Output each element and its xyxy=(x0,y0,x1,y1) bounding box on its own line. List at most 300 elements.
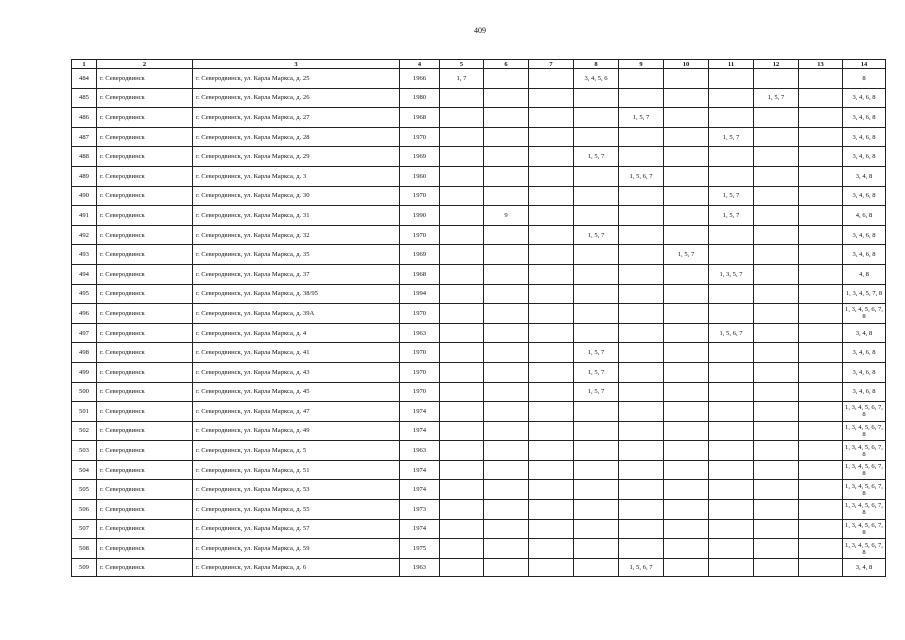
table-cell: 3, 4, 6, 8 xyxy=(843,362,886,382)
table-cell: г. Северодвинск, ул. Карла Маркса, д. 57 xyxy=(193,519,400,539)
table-cell: г. Северодвинск xyxy=(97,519,193,539)
table-cell xyxy=(529,558,574,576)
table-cell xyxy=(799,69,843,89)
column-header: 13 xyxy=(799,60,843,69)
table-cell xyxy=(529,441,574,461)
table-cell xyxy=(440,558,484,576)
table-cell: 3, 4, 6, 8 xyxy=(843,343,886,363)
table-cell xyxy=(619,264,664,284)
table-row xyxy=(72,402,886,422)
table-cell: 1, 5, 7 xyxy=(574,343,619,363)
table-row xyxy=(72,460,886,480)
table-cell: г. Северодвинск xyxy=(97,382,193,402)
table-row xyxy=(72,206,886,226)
table-cell: 1970 xyxy=(400,127,440,147)
table-cell xyxy=(799,558,843,576)
table-cell: г. Северодвинск, ул. Карла Маркса, д. 51 xyxy=(193,460,400,480)
table-cell: 1, 3, 4, 5, 6, 7, 8 xyxy=(843,519,886,539)
table-cell xyxy=(664,558,709,576)
table-cell xyxy=(754,500,799,520)
table-cell: 8 xyxy=(843,69,886,89)
table-cell: 509 xyxy=(72,558,97,576)
table-row xyxy=(72,519,886,539)
table-cell xyxy=(574,480,619,500)
table-cell: г. Северодвинск xyxy=(97,206,193,226)
table-cell xyxy=(664,264,709,284)
table-cell: 491 xyxy=(72,206,97,226)
table-cell xyxy=(664,519,709,539)
table-cell xyxy=(574,460,619,480)
table-cell xyxy=(529,304,574,324)
table-row xyxy=(72,441,886,461)
table-cell xyxy=(709,362,754,382)
table-cell: 1969 xyxy=(400,147,440,167)
table-cell xyxy=(709,519,754,539)
table-cell xyxy=(440,460,484,480)
table-cell xyxy=(440,304,484,324)
table-cell xyxy=(619,480,664,500)
table-cell xyxy=(664,402,709,422)
table-cell: 1, 5, 7 xyxy=(709,206,754,226)
table-cell: г. Северодвинск xyxy=(97,343,193,363)
table-cell: 500 xyxy=(72,382,97,402)
table-cell xyxy=(484,382,529,402)
table-cell xyxy=(484,69,529,89)
table-row xyxy=(72,539,886,559)
table-cell: 485 xyxy=(72,88,97,108)
table-cell: г. Северодвинск, ул. Карла Маркса, д. 27 xyxy=(193,108,400,128)
table-cell: 1, 3, 4, 5, 7, 8 xyxy=(843,284,886,304)
table-cell xyxy=(709,108,754,128)
table-cell xyxy=(664,69,709,89)
table-cell xyxy=(574,558,619,576)
table-cell xyxy=(529,539,574,559)
table-cell xyxy=(664,421,709,441)
table-cell: 1, 5, 7 xyxy=(619,108,664,128)
table-cell: г. Северодвинск xyxy=(97,460,193,480)
table-cell: г. Северодвинск, ул. Карла Маркса, д. 59 xyxy=(193,539,400,559)
table-cell: г. Северодвинск, ул. Карла Маркса, д. 39А xyxy=(193,304,400,324)
table-cell: 1970 xyxy=(400,343,440,363)
table-cell xyxy=(754,108,799,128)
table-cell xyxy=(799,225,843,245)
table-cell: 506 xyxy=(72,500,97,520)
table-cell xyxy=(440,519,484,539)
table-cell: г. Северодвинск xyxy=(97,127,193,147)
table-cell: 1, 5, 7 xyxy=(574,382,619,402)
table-cell: г. Северодвинск xyxy=(97,166,193,186)
table-cell xyxy=(529,460,574,480)
table-cell xyxy=(574,166,619,186)
table-cell xyxy=(619,539,664,559)
table-cell xyxy=(619,441,664,461)
table-cell: 502 xyxy=(72,421,97,441)
table-cell: г. Северодвинск xyxy=(97,421,193,441)
table-cell xyxy=(484,166,529,186)
table-cell xyxy=(709,69,754,89)
table-cell: г. Северодвинск, ул. Карла Маркса, д. 55 xyxy=(193,500,400,520)
table-cell xyxy=(709,147,754,167)
table-cell: 1974 xyxy=(400,519,440,539)
table-cell xyxy=(664,362,709,382)
table-cell xyxy=(484,108,529,128)
table-cell: 1, 3, 4, 5, 6, 7, 8 xyxy=(843,500,886,520)
table-cell xyxy=(529,323,574,343)
table-cell xyxy=(799,402,843,422)
table-cell xyxy=(709,343,754,363)
table-cell: 1980 xyxy=(400,88,440,108)
table-cell xyxy=(440,480,484,500)
table-cell xyxy=(799,88,843,108)
table-cell xyxy=(754,539,799,559)
table-cell: 3, 4, 6, 8 xyxy=(843,88,886,108)
table-cell xyxy=(574,88,619,108)
column-header: 12 xyxy=(754,60,799,69)
table-cell: г. Северодвинск xyxy=(97,108,193,128)
table-cell xyxy=(619,69,664,89)
table-cell: г. Северодвинск xyxy=(97,362,193,382)
table-cell xyxy=(664,500,709,520)
table-cell xyxy=(574,186,619,206)
table-cell: 1970 xyxy=(400,382,440,402)
table-cell: 1974 xyxy=(400,480,440,500)
table-cell: г. Северодвинск, ул. Карла Маркса, д. 38/95 xyxy=(193,284,400,304)
table-cell xyxy=(484,304,529,324)
table-cell: г. Северодвинск xyxy=(97,264,193,284)
table-cell: 489 xyxy=(72,166,97,186)
table-cell: 9 xyxy=(484,206,529,226)
table-cell xyxy=(484,362,529,382)
table-cell xyxy=(529,166,574,186)
table-cell: г. Северодвинск xyxy=(97,480,193,500)
table-cell xyxy=(754,127,799,147)
column-header: 2 xyxy=(97,60,193,69)
table-cell: г. Северодвинск, ул. Карла Маркса, д. 28 xyxy=(193,127,400,147)
table-cell xyxy=(799,186,843,206)
table-cell xyxy=(799,480,843,500)
table-row xyxy=(72,343,886,363)
table-cell: 1, 5, 7 xyxy=(664,245,709,265)
table-cell: г. Северодвинск, ул. Карла Маркса, д. 3 xyxy=(193,166,400,186)
table-cell xyxy=(574,323,619,343)
table-cell: 499 xyxy=(72,362,97,382)
table-cell: 1, 3, 4, 5, 6, 7, 8 xyxy=(843,441,886,461)
table-cell xyxy=(799,206,843,226)
table-cell xyxy=(574,519,619,539)
table-cell: г. Северодвинск, ул. Карла Маркса, д. 47 xyxy=(193,402,400,422)
table-cell xyxy=(799,421,843,441)
table-cell: г. Северодвинск xyxy=(97,147,193,167)
table-row xyxy=(72,108,886,128)
table-cell xyxy=(619,382,664,402)
table-cell: 1963 xyxy=(400,323,440,343)
table-cell: г. Северодвинск, ул. Карла Маркса, д. 49 xyxy=(193,421,400,441)
table-cell: 492 xyxy=(72,225,97,245)
table-cell xyxy=(709,225,754,245)
table-cell xyxy=(574,441,619,461)
table-cell xyxy=(664,284,709,304)
table-cell: г. Северодвинск xyxy=(97,402,193,422)
table-cell xyxy=(754,264,799,284)
table-row xyxy=(72,284,886,304)
table-cell: 1970 xyxy=(400,186,440,206)
table-cell: г. Северодвинск, ул. Карла Маркса, д. 4 xyxy=(193,323,400,343)
table-cell xyxy=(529,382,574,402)
table-cell xyxy=(754,284,799,304)
table-cell: 1963 xyxy=(400,441,440,461)
table-cell xyxy=(754,519,799,539)
table-cell xyxy=(799,147,843,167)
table-cell xyxy=(754,421,799,441)
table-cell xyxy=(619,186,664,206)
table-cell: г. Северодвинск, ул. Карла Маркса, д. 32 xyxy=(193,225,400,245)
table-cell: г. Северодвинск, ул. Карла Маркса, д. 30 xyxy=(193,186,400,206)
table-cell: 1, 3, 4, 5, 6, 7, 8 xyxy=(843,304,886,324)
table-cell: 503 xyxy=(72,441,97,461)
table-cell xyxy=(754,480,799,500)
table-cell: 1970 xyxy=(400,362,440,382)
table-cell xyxy=(440,166,484,186)
table-cell: г. Северодвинск, ул. Карла Маркса, д. 6 xyxy=(193,558,400,576)
page-number: 409 xyxy=(474,26,486,35)
buildings-table xyxy=(71,59,886,577)
table-cell xyxy=(529,264,574,284)
header-row xyxy=(72,60,886,69)
table-cell xyxy=(440,323,484,343)
table-cell xyxy=(619,500,664,520)
table-row xyxy=(72,225,886,245)
column-header: 10 xyxy=(664,60,709,69)
table-cell xyxy=(664,147,709,167)
table-cell: 507 xyxy=(72,519,97,539)
table-cell xyxy=(619,284,664,304)
table-cell xyxy=(574,206,619,226)
table-cell xyxy=(799,284,843,304)
table-cell: г. Северодвинск, ул. Карла Маркса, д. 5 xyxy=(193,441,400,461)
table-cell xyxy=(709,441,754,461)
table-cell xyxy=(574,108,619,128)
table-cell xyxy=(619,127,664,147)
table-cell xyxy=(799,264,843,284)
table-cell xyxy=(440,441,484,461)
table-cell xyxy=(664,460,709,480)
table-cell xyxy=(754,402,799,422)
table-cell: 498 xyxy=(72,343,97,363)
table-cell xyxy=(799,166,843,186)
table-cell: г. Северодвинск, ул. Карла Маркса, д. 53 xyxy=(193,480,400,500)
table-cell: 1, 5, 7 xyxy=(574,225,619,245)
column-header: 11 xyxy=(709,60,754,69)
table-cell xyxy=(440,147,484,167)
table-cell xyxy=(709,304,754,324)
table-cell xyxy=(529,245,574,265)
table-cell xyxy=(754,460,799,480)
table-cell xyxy=(484,402,529,422)
table-cell: 490 xyxy=(72,186,97,206)
table-cell xyxy=(799,539,843,559)
column-header: 1 xyxy=(72,60,97,69)
table-cell: 3, 4, 8 xyxy=(843,558,886,576)
table-cell xyxy=(664,323,709,343)
table-cell xyxy=(754,206,799,226)
table-cell: г. Северодвинск, ул. Карла Маркса, д. 35 xyxy=(193,245,400,265)
table-cell: г. Северодвинск xyxy=(97,323,193,343)
table-cell xyxy=(529,480,574,500)
table-row xyxy=(72,88,886,108)
table-row xyxy=(72,245,886,265)
table-cell: 1994 xyxy=(400,284,440,304)
table-cell: 1, 5, 6, 7 xyxy=(619,558,664,576)
table-cell: 4, 6, 8 xyxy=(843,206,886,226)
table-cell xyxy=(574,127,619,147)
table-cell xyxy=(484,480,529,500)
table-cell: 1, 5, 7 xyxy=(754,88,799,108)
table-cell: 1, 5, 7 xyxy=(709,186,754,206)
table-cell: 1973 xyxy=(400,500,440,520)
table-cell xyxy=(484,323,529,343)
table-cell xyxy=(709,421,754,441)
table-cell: 494 xyxy=(72,264,97,284)
table-cell xyxy=(574,245,619,265)
table-cell xyxy=(664,166,709,186)
table-row xyxy=(72,362,886,382)
table-cell xyxy=(574,284,619,304)
table-cell xyxy=(619,362,664,382)
table-cell: г. Северодвинск xyxy=(97,539,193,559)
table-cell: г. Северодвинск xyxy=(97,558,193,576)
table-cell: 496 xyxy=(72,304,97,324)
table-cell xyxy=(574,539,619,559)
table-cell xyxy=(754,558,799,576)
table-row xyxy=(72,304,886,324)
table-cell xyxy=(529,519,574,539)
table-cell xyxy=(799,460,843,480)
column-header: 3 xyxy=(193,60,400,69)
table-cell xyxy=(799,323,843,343)
table-cell: 1975 xyxy=(400,539,440,559)
table-cell xyxy=(754,323,799,343)
table-cell xyxy=(754,441,799,461)
table-cell: г. Северодвинск, ул. Карла Маркса, д. 31 xyxy=(193,206,400,226)
table-cell: г. Северодвинск, ул. Карла Маркса, д. 37 xyxy=(193,264,400,284)
table-cell xyxy=(799,362,843,382)
table-cell: 1970 xyxy=(400,304,440,324)
table-row xyxy=(72,558,886,576)
table-cell xyxy=(440,500,484,520)
table-cell: 493 xyxy=(72,245,97,265)
table-cell xyxy=(754,382,799,402)
table-cell: 484 xyxy=(72,69,97,89)
table-cell xyxy=(709,245,754,265)
table-cell: г. Северодвинск xyxy=(97,225,193,245)
column-header: 5 xyxy=(440,60,484,69)
table-cell xyxy=(440,402,484,422)
table-cell: 1, 3, 4, 5, 6, 7, 8 xyxy=(843,539,886,559)
table-cell xyxy=(484,186,529,206)
table-cell xyxy=(709,480,754,500)
table-cell: г. Северодвинск xyxy=(97,88,193,108)
table-cell: 504 xyxy=(72,460,97,480)
table-cell: 1968 xyxy=(400,264,440,284)
table-cell: 3, 4, 5, 6 xyxy=(574,69,619,89)
table-cell: 3, 4, 8 xyxy=(843,166,886,186)
table-cell: г. Северодвинск xyxy=(97,69,193,89)
table-row xyxy=(72,147,886,167)
table-cell xyxy=(664,441,709,461)
table-cell xyxy=(709,88,754,108)
table-cell xyxy=(619,147,664,167)
table-cell: г. Северодвинск, ул. Карла Маркса, д. 26 xyxy=(193,88,400,108)
table-cell: 1, 5, 7 xyxy=(709,127,754,147)
table-cell xyxy=(619,519,664,539)
table-cell xyxy=(664,382,709,402)
table-cell xyxy=(484,284,529,304)
table-cell xyxy=(440,362,484,382)
table-cell xyxy=(529,88,574,108)
table-cell xyxy=(799,382,843,402)
table-cell: 1969 xyxy=(400,245,440,265)
table-cell xyxy=(619,343,664,363)
table-cell: 1, 3, 4, 5, 6, 7, 8 xyxy=(843,480,886,500)
table-cell: 3, 4, 6, 8 xyxy=(843,108,886,128)
table-cell xyxy=(709,500,754,520)
table-cell: г. Северодвинск xyxy=(97,304,193,324)
table-cell xyxy=(529,402,574,422)
table-cell xyxy=(799,304,843,324)
table-cell: 1, 3, 4, 5, 6, 7, 8 xyxy=(843,402,886,422)
table-cell: 1990 xyxy=(400,206,440,226)
column-header: 7 xyxy=(529,60,574,69)
table-cell xyxy=(799,500,843,520)
table-cell: 1966 xyxy=(400,69,440,89)
table-cell: г. Северодвинск xyxy=(97,186,193,206)
table-cell: 3, 4, 8 xyxy=(843,323,886,343)
table-cell xyxy=(754,245,799,265)
table-row xyxy=(72,186,886,206)
table-cell xyxy=(484,127,529,147)
table-cell xyxy=(619,304,664,324)
table-cell xyxy=(664,127,709,147)
table-cell: 487 xyxy=(72,127,97,147)
table-cell: 501 xyxy=(72,402,97,422)
table-cell xyxy=(619,245,664,265)
table-cell xyxy=(664,108,709,128)
table-cell xyxy=(440,382,484,402)
table-cell: 1, 3, 4, 5, 6, 7, 8 xyxy=(843,460,886,480)
table-cell: 505 xyxy=(72,480,97,500)
table-row xyxy=(72,382,886,402)
table-cell xyxy=(529,206,574,226)
table-cell: 1960 xyxy=(400,166,440,186)
table-cell xyxy=(754,304,799,324)
table-cell xyxy=(664,539,709,559)
table-cell xyxy=(664,304,709,324)
table-cell xyxy=(440,245,484,265)
table-cell xyxy=(619,460,664,480)
table-cell: 1, 5, 7 xyxy=(574,362,619,382)
table-cell xyxy=(529,343,574,363)
table-row xyxy=(72,166,886,186)
table-cell xyxy=(754,147,799,167)
table-cell: 488 xyxy=(72,147,97,167)
table-cell: г. Северодвинск, ул. Карла Маркса, д. 29 xyxy=(193,147,400,167)
table-cell xyxy=(709,460,754,480)
table-row xyxy=(72,500,886,520)
table-cell xyxy=(709,166,754,186)
table-cell xyxy=(754,166,799,186)
table-cell: 1, 5, 6, 7 xyxy=(709,323,754,343)
table-cell: 1974 xyxy=(400,421,440,441)
